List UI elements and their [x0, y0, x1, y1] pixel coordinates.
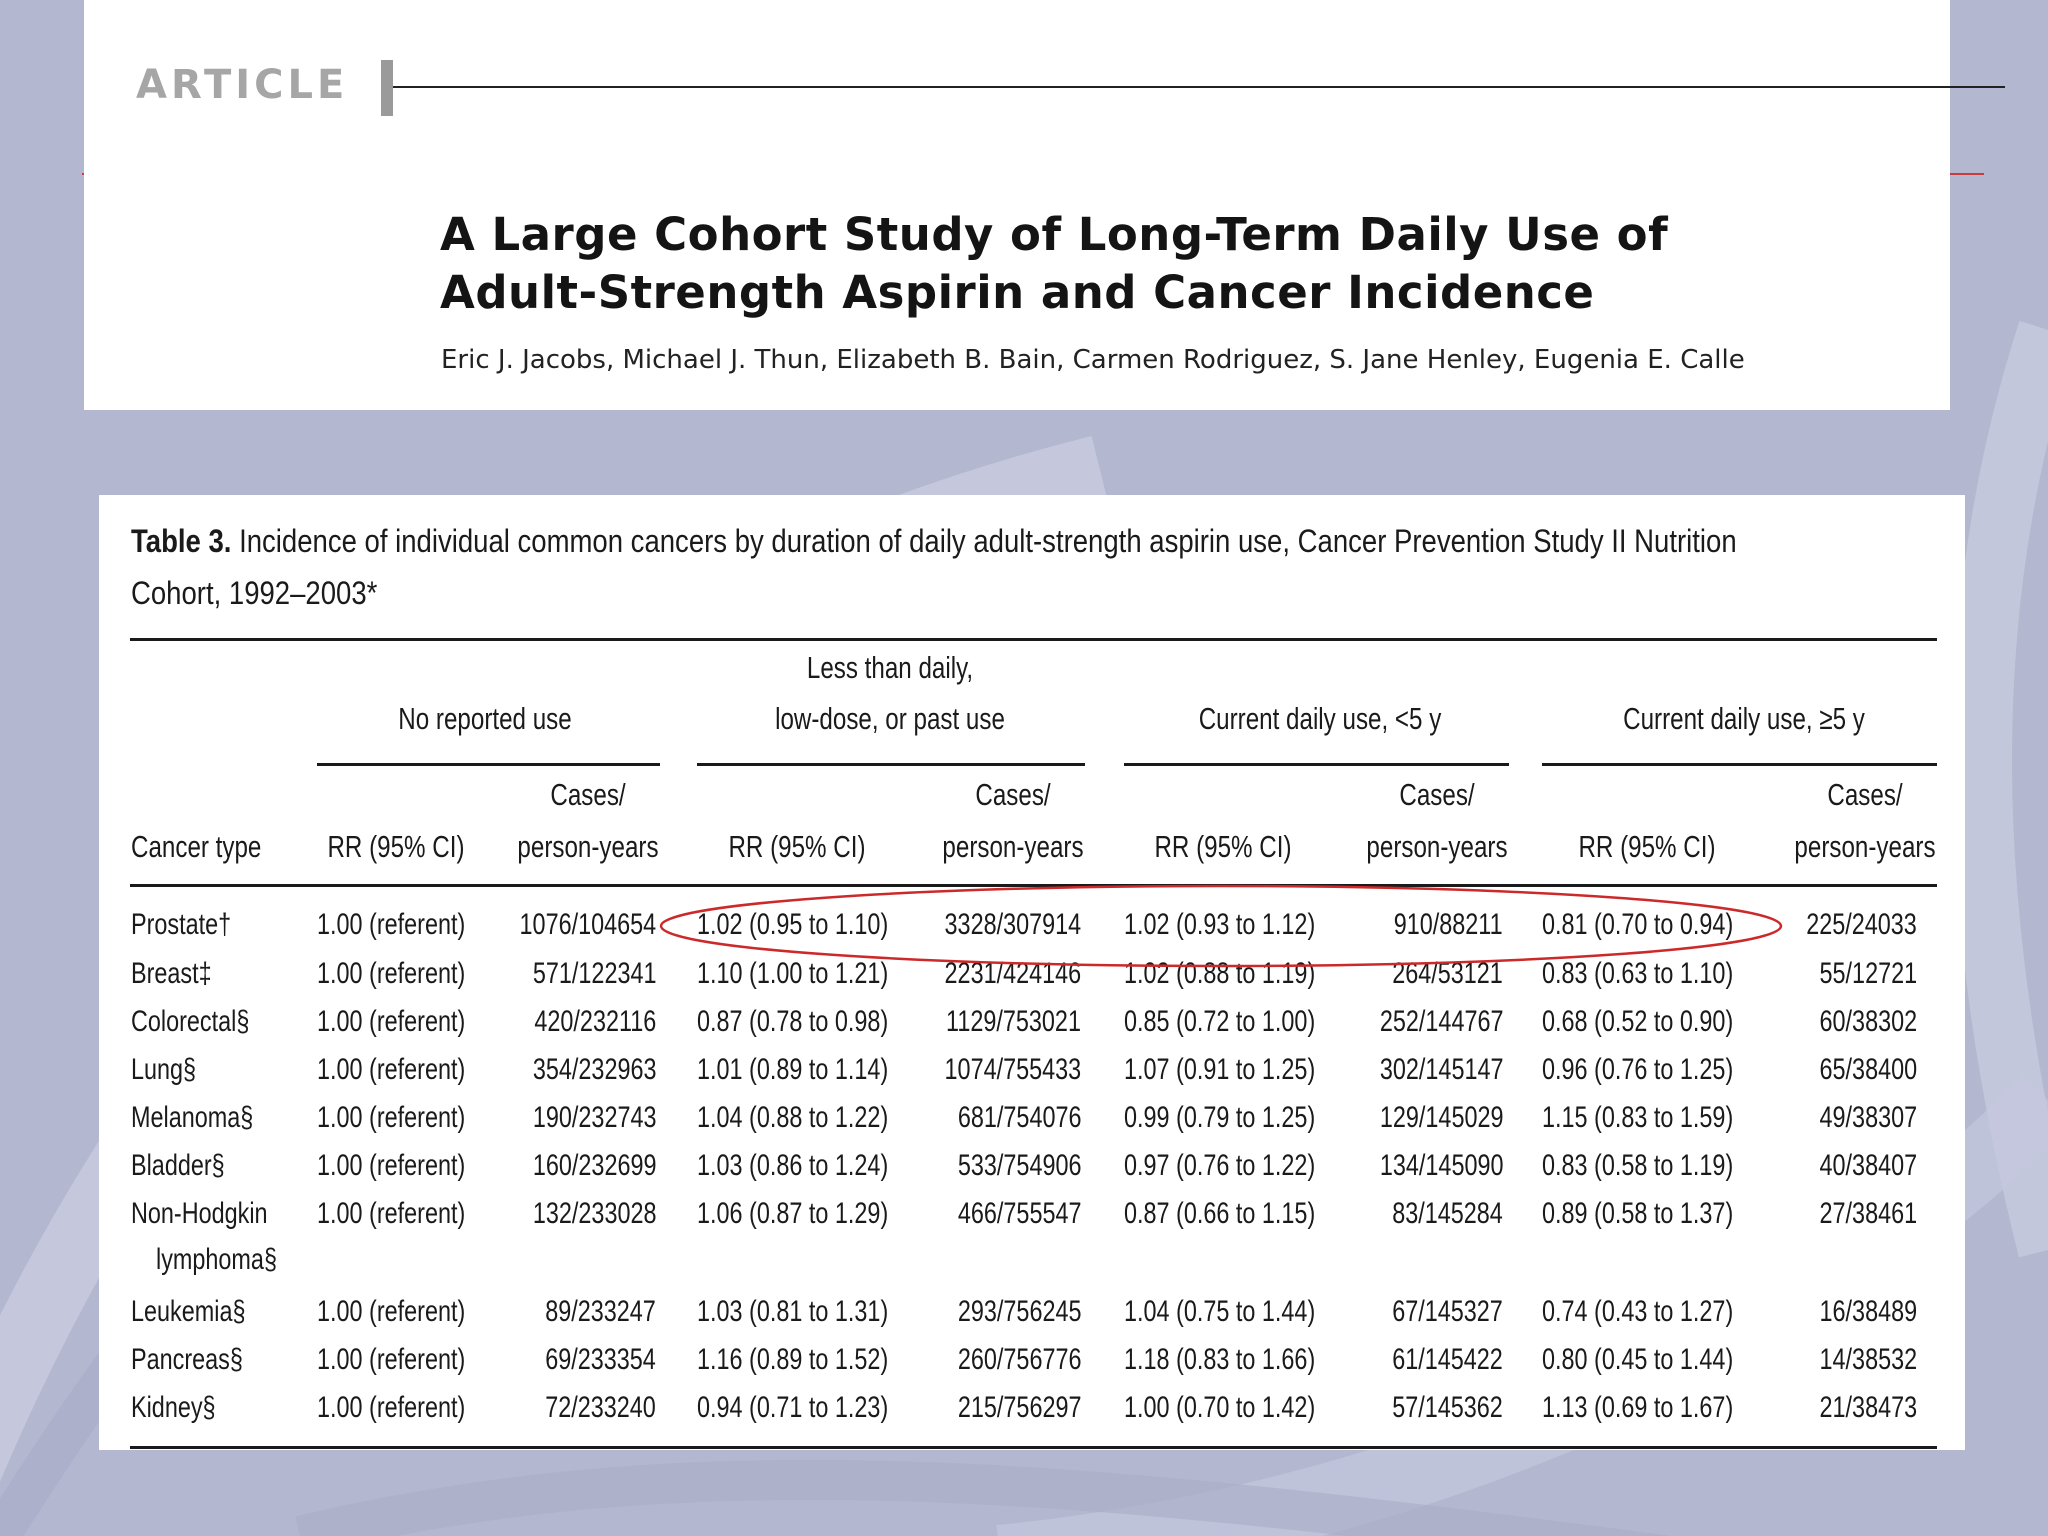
cases-person-years-cell: 420/232116 [534, 1005, 656, 1038]
group-rule [697, 763, 1085, 766]
section-divider-bar [381, 60, 393, 116]
group-header-line1: Less than daily, [806, 650, 974, 685]
cases-person-years-cell: 260/756776 [957, 1343, 1081, 1376]
rr-ci-cell: 0.99 (0.79 to 1.25) [1124, 1101, 1316, 1134]
table-top-rule [130, 638, 1937, 641]
caption-line-2: Cohort, 1992–2003* [131, 575, 378, 611]
rr-ci-cell: 0.87 (0.78 to 0.98) [697, 1005, 889, 1038]
rr-ci-cell: 0.96 (0.76 to 1.25) [1542, 1053, 1734, 1086]
rr-ci-cell: 0.87 (0.66 to 1.15) [1124, 1197, 1316, 1230]
cancer-type-label: Lung§ [131, 1053, 197, 1086]
cases-person-years-cell: 83/145284 [1392, 1197, 1503, 1230]
cases-person-years-cell: 1074/755433 [944, 1053, 1081, 1086]
rr-ci-cell: 0.83 (0.63 to 1.10) [1542, 957, 1734, 990]
rr-ci-cell: 1.00 (referent) [317, 1197, 466, 1230]
group-rule [317, 763, 660, 766]
rr-ci-cell: 1.02 (0.93 to 1.12) [1124, 908, 1316, 941]
cases-person-years-cell: 1076/104654 [519, 908, 656, 941]
col-header-cases: Cases/ [1399, 777, 1475, 812]
col-header-rr: RR (95% CI) [327, 829, 465, 864]
rr-ci-cell: 1.00 (referent) [317, 1295, 466, 1328]
table-header-rule [130, 884, 1937, 887]
rr-ci-cell: 1.04 (0.88 to 1.22) [697, 1101, 889, 1134]
caption-line-1 [131, 515, 1928, 567]
cases-person-years-cell: 681/754076 [957, 1101, 1081, 1134]
cases-person-years-cell: 354/232963 [532, 1053, 656, 1086]
cases-person-years-cell: 2231/424146 [944, 957, 1081, 990]
cases-person-years-cell: 215/756297 [957, 1391, 1081, 1424]
rr-ci-cell: 0.83 (0.58 to 1.19) [1542, 1149, 1734, 1182]
cases-person-years-cell: 293/756245 [957, 1295, 1081, 1328]
rr-ci-cell: 1.10 (1.00 to 1.21) [697, 957, 889, 990]
cases-person-years-cell: 14/38532 [1819, 1343, 1917, 1376]
cases-person-years-cell: 40/38407 [1819, 1149, 1917, 1182]
cases-person-years-cell: 67/145327 [1392, 1295, 1503, 1328]
group-header: No reported use [398, 701, 572, 736]
rr-ci-cell: 0.97 (0.76 to 1.22) [1124, 1149, 1316, 1182]
cases-person-years-cell: 3328/307914 [944, 908, 1081, 941]
rr-ci-cell: 1.01 (0.89 to 1.14) [697, 1053, 889, 1086]
cases-person-years-cell: 55/12721 [1819, 957, 1917, 990]
rr-ci-cell: 1.00 (referent) [317, 1343, 466, 1376]
paper-title [440, 206, 1920, 322]
rr-ci-cell: 1.00 (referent) [317, 1053, 466, 1086]
title-line-2: Adult-Strength Aspirin and Cancer Incidence [440, 266, 1595, 319]
cancer-type-label: Pancreas§ [131, 1343, 243, 1376]
col-header-person-years: person-years [942, 829, 1084, 864]
col-header-cases: Cases/ [975, 777, 1051, 812]
col-header-person-years: person-years [1794, 829, 1936, 864]
rr-ci-cell: 1.00 (referent) [317, 1101, 466, 1134]
cases-person-years-cell: 65/38400 [1819, 1053, 1917, 1086]
group-header: Current daily use, <5 y [1198, 701, 1442, 736]
rr-ci-cell: 1.00 (0.70 to 1.42) [1124, 1391, 1316, 1424]
col-header-rr: RR (95% CI) [1578, 829, 1716, 864]
table-caption [131, 515, 1928, 619]
col-header-cases: Cases/ [1827, 777, 1903, 812]
rr-ci-cell: 1.03 (0.86 to 1.24) [697, 1149, 889, 1182]
cases-person-years-cell: 72/233240 [545, 1391, 656, 1424]
cancer-type-label: Colorectal§ [131, 1005, 250, 1038]
section-rule [393, 86, 2005, 88]
rr-ci-cell: 1.18 (0.83 to 1.66) [1124, 1343, 1316, 1376]
cases-person-years-cell: 89/233247 [545, 1295, 656, 1328]
cases-person-years-cell: 57/145362 [1392, 1391, 1503, 1424]
cancer-type-label: Non-Hodgkin [131, 1197, 268, 1230]
article-header [84, 0, 1950, 410]
caption-text: Incidence of individual common cancers by duration of daily adult-strength aspirin use, Cancer Prevention Study II Nutrition [239, 523, 1737, 559]
cases-person-years-cell: 571/122341 [532, 957, 656, 990]
rr-ci-cell: 1.00 (referent) [317, 957, 466, 990]
cases-person-years-cell: 1129/753021 [946, 1005, 1081, 1038]
cancer-type-label: Bladder§ [131, 1149, 225, 1182]
col-header-person-years: person-years [517, 829, 659, 864]
rr-ci-cell: 1.13 (0.69 to 1.67) [1542, 1391, 1734, 1424]
cases-person-years-cell: 302/145147 [1379, 1053, 1503, 1086]
cases-person-years-cell: 49/38307 [1819, 1101, 1917, 1134]
cancer-type-label: Melanoma§ [131, 1101, 254, 1134]
rr-ci-cell: 0.89 (0.58 to 1.37) [1542, 1197, 1734, 1230]
rr-ci-cell: 1.03 (0.81 to 1.31) [697, 1295, 889, 1328]
rr-ci-cell: 1.15 (0.83 to 1.59) [1542, 1101, 1734, 1134]
table-bottom-rule [130, 1446, 1937, 1449]
cases-person-years-cell: 134/145090 [1379, 1149, 1503, 1182]
rr-ci-cell: 1.00 (referent) [317, 1391, 466, 1424]
table-figure [99, 495, 1965, 1450]
rr-ci-cell: 1.06 (0.87 to 1.29) [697, 1197, 889, 1230]
cases-person-years-cell: 252/144767 [1379, 1005, 1503, 1038]
rr-ci-cell: 1.00 (referent) [317, 1149, 466, 1182]
cases-person-years-cell: 466/755547 [957, 1197, 1081, 1230]
cases-person-years-cell: 132/233028 [532, 1197, 656, 1230]
group-header: Current daily use, ≥5 y [1623, 701, 1865, 736]
cancer-type-label: Prostate† [131, 908, 232, 941]
cases-person-years-cell: 27/38461 [1819, 1197, 1917, 1230]
rr-ci-cell: 0.74 (0.43 to 1.27) [1542, 1295, 1734, 1328]
cases-person-years-cell: 190/232743 [532, 1101, 656, 1134]
cases-person-years-cell: 264/53121 [1392, 957, 1503, 990]
col-header-rr: RR (95% CI) [1154, 829, 1292, 864]
rr-ci-cell: 1.07 (0.91 to 1.25) [1124, 1053, 1316, 1086]
cases-person-years-cell: 225/24033 [1806, 908, 1917, 941]
rr-ci-cell: 1.16 (0.89 to 1.52) [697, 1343, 889, 1376]
col-header-cancer-type: Cancer type [131, 829, 262, 864]
section-label: ARTICLE [136, 62, 349, 108]
cases-person-years-cell: 129/145029 [1379, 1101, 1503, 1134]
rr-ci-cell: 0.80 (0.45 to 1.44) [1542, 1343, 1734, 1376]
title-line-1: A Large Cohort Study of Long-Term Daily Use of [440, 208, 1669, 261]
caption-label: Table 3. [131, 523, 232, 559]
cancer-type-label-cont: lymphoma§ [156, 1243, 277, 1276]
col-header-person-years: person-years [1366, 829, 1508, 864]
rr-ci-cell: 1.04 (0.75 to 1.44) [1124, 1295, 1316, 1328]
rr-ci-cell: 0.68 (0.52 to 0.90) [1542, 1005, 1734, 1038]
group-header: low-dose, or past use [775, 701, 1005, 736]
rr-ci-cell: 0.81 (0.70 to 0.94) [1542, 908, 1734, 941]
cases-person-years-cell: 160/232699 [532, 1149, 656, 1182]
rr-ci-cell: 1.02 (0.95 to 1.10) [697, 908, 889, 941]
col-header-rr: RR (95% CI) [728, 829, 866, 864]
cancer-type-label: Leukemia§ [131, 1295, 246, 1328]
group-rule [1124, 763, 1509, 766]
rr-ci-cell: 0.94 (0.71 to 1.23) [697, 1391, 889, 1424]
cases-person-years-cell: 21/38473 [1819, 1391, 1917, 1424]
group-rule [1542, 763, 1937, 766]
rr-ci-cell: 1.00 (referent) [317, 1005, 466, 1038]
rr-ci-cell: 1.00 (referent) [317, 908, 466, 941]
cases-person-years-cell: 60/38302 [1819, 1005, 1917, 1038]
cases-person-years-cell: 16/38489 [1819, 1295, 1917, 1328]
rr-ci-cell: 0.85 (0.72 to 1.00) [1124, 1005, 1316, 1038]
rr-ci-cell: 1.02 (0.88 to 1.19) [1124, 957, 1316, 990]
cases-person-years-cell: 910/88211 [1394, 908, 1503, 941]
author-list: Eric J. Jacobs, Michael J. Thun, Elizabeth B. Bain, Carmen Rodriguez, S. Jane Henley, Eugenia E. Calle [441, 345, 1745, 375]
cases-person-years-cell: 61/145422 [1392, 1343, 1503, 1376]
col-header-cases: Cases/ [550, 777, 626, 812]
cancer-type-label: Kidney§ [131, 1391, 216, 1424]
cancer-type-label: Breast‡ [131, 957, 212, 990]
cases-person-years-cell: 69/233354 [545, 1343, 656, 1376]
cases-person-years-cell: 533/754906 [957, 1149, 1081, 1182]
